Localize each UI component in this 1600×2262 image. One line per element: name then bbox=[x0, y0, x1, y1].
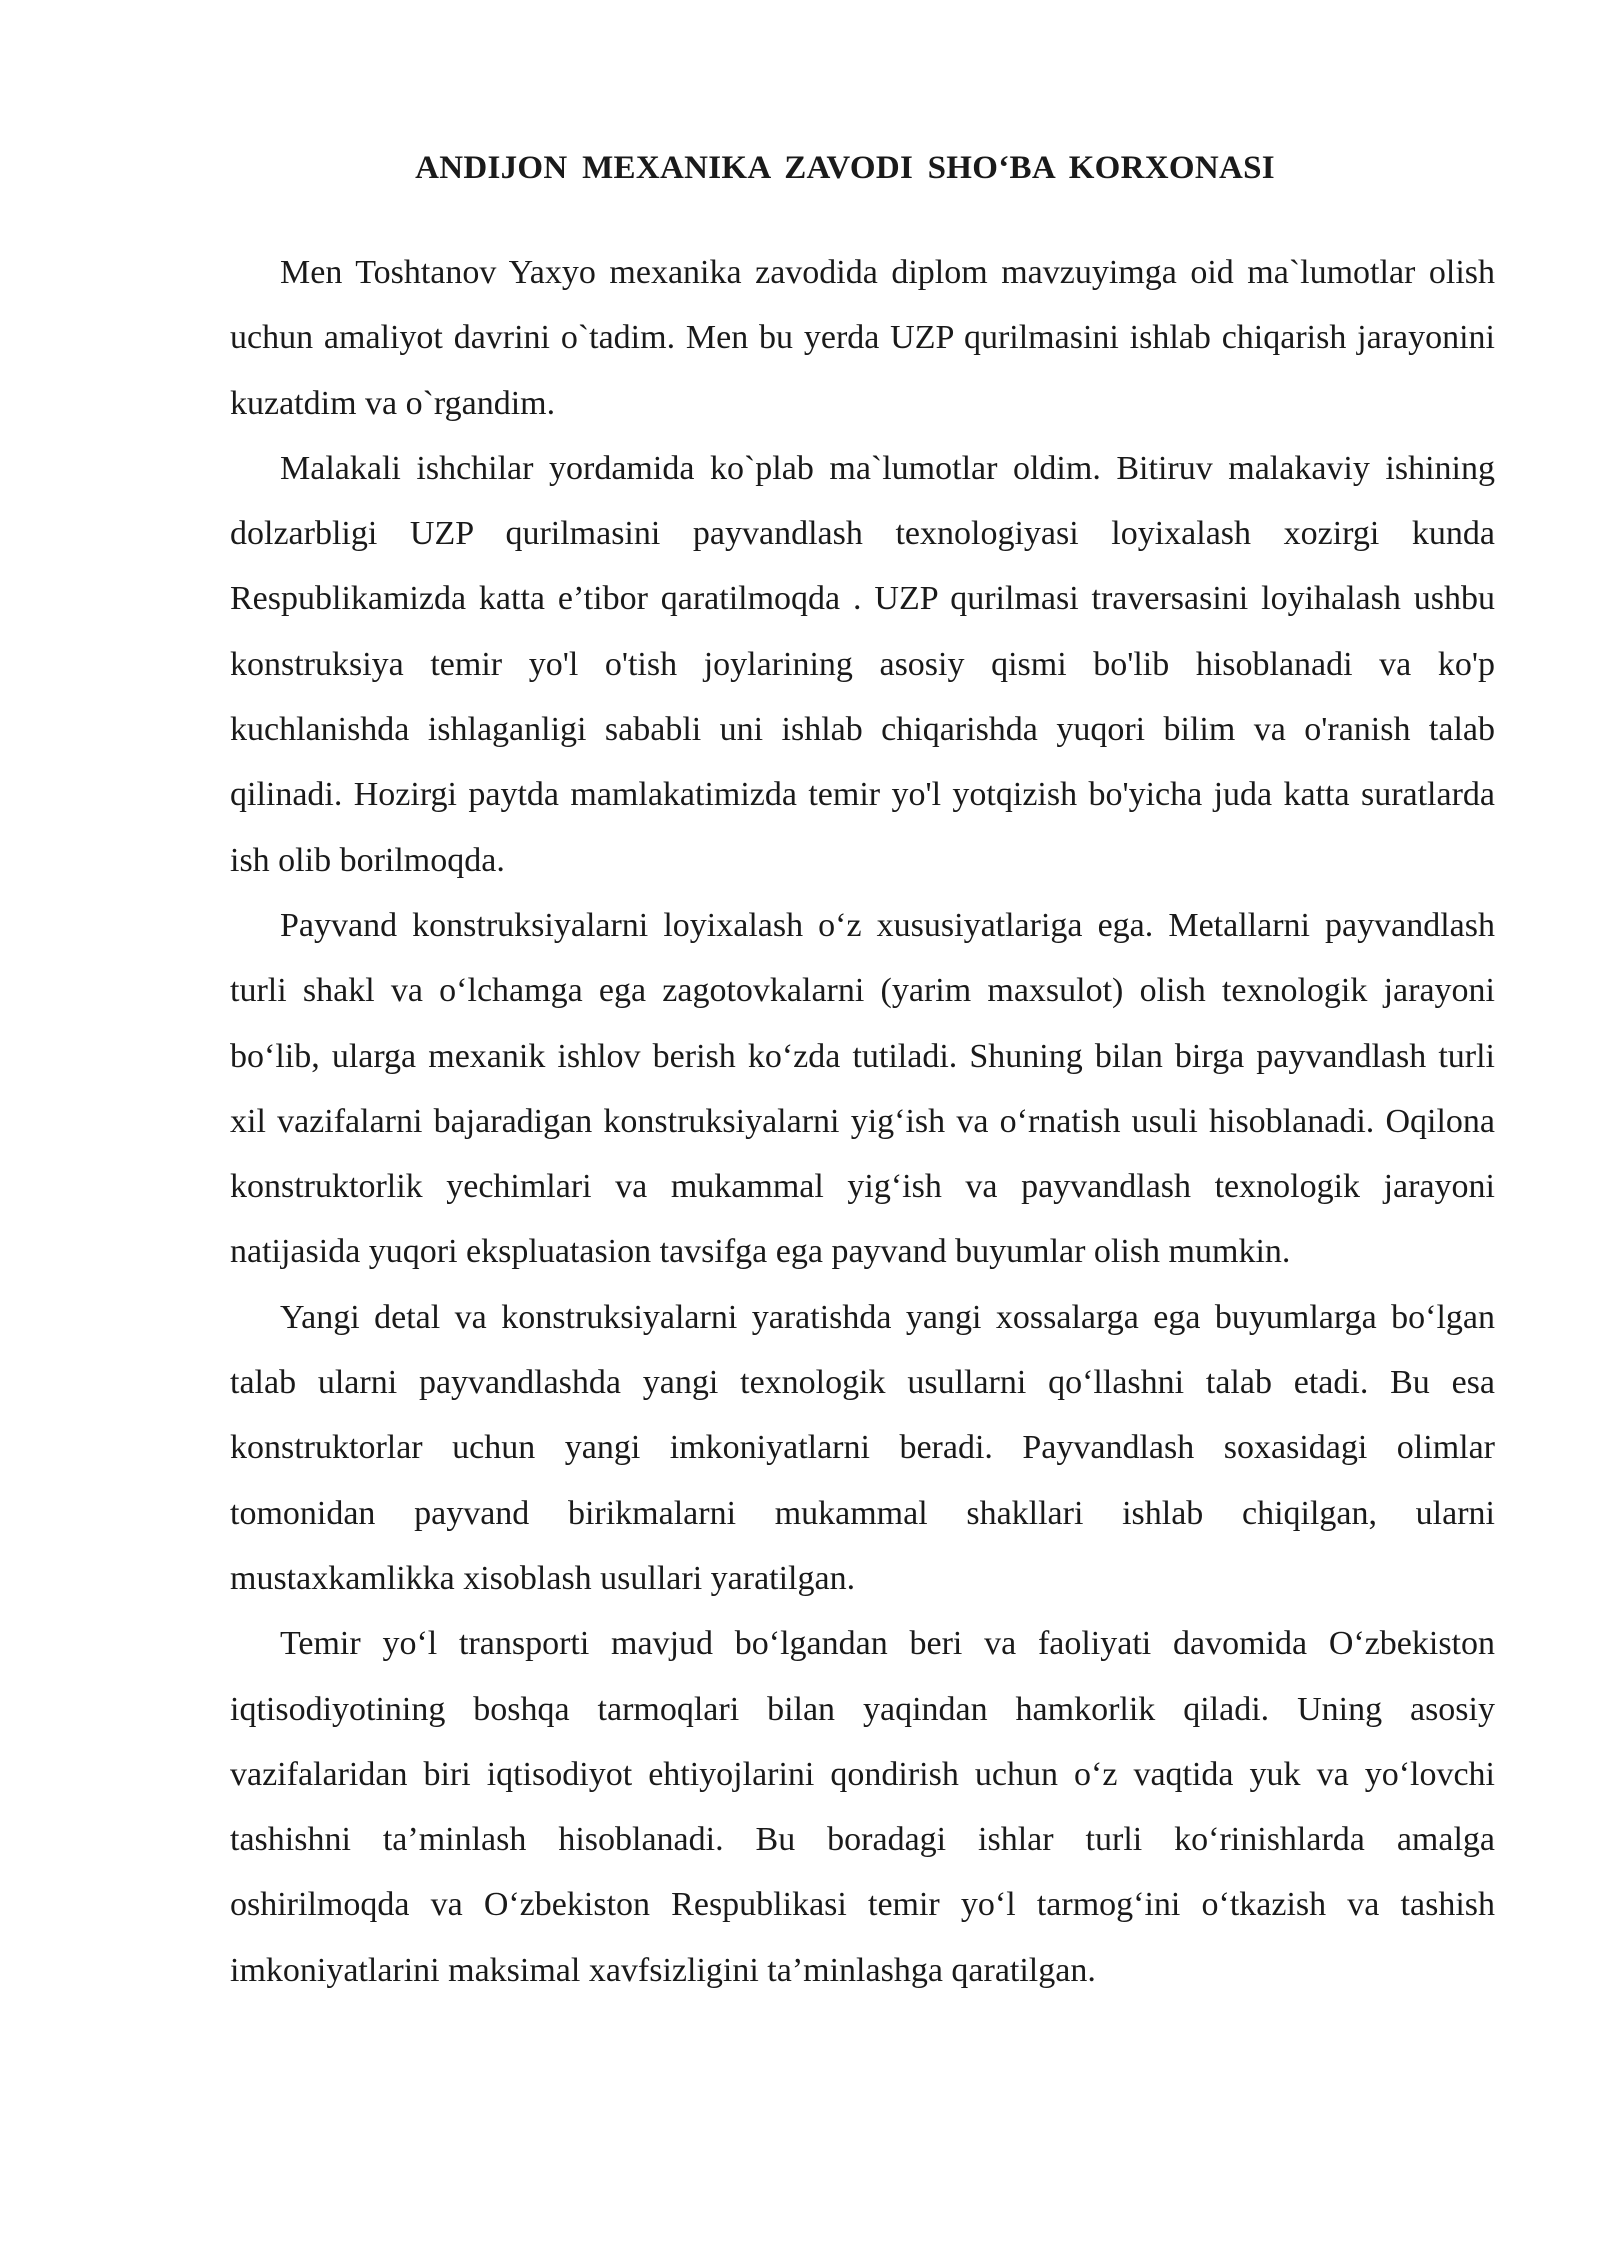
paragraph-5: Temir yo‘l transporti mavjud bo‘lgandan beri va faoliyati davomida O‘zbekiston iqtisodiyotining boshqa tarmoqlari bilan yaqindan hamkorlik qiladi. Uning asosiy vazifalaridan biri iqtisodiyot ehtiyojlarini qondirish uchun o‘z vaqtida yuk va yo‘lovchi tashishni ta’minlash hisoblanadi. Bu boradagi ishlar turli ko‘rinishlarda amalga oshirilmoqda va O‘zbekiston Respublikasi temir yo‘l tarmog‘ini o‘tkazish va tashish imkoniyatlarini maksimal xavfsizligini ta’minlashga qaratilgan. bbox=[230, 1625, 1495, 1989]
paragraph-1: Men Toshtanov Yaxyo mexanika zavodida diplom mavzuyimga oid ma`lumotlar olish uchun amaliyot davrini o`tadim. Men bu yerda UZP qurilmasini ishlab chiqarish jarayonini kuzatdim va o`rgandim. bbox=[230, 254, 1495, 422]
document-body bbox=[230, 240, 1495, 2003]
page-title: ANDIJON MEXANIKA ZAVODI SHO‘BA KORXONASI bbox=[415, 150, 1275, 186]
paragraph-4: Yangi detal va konstruksiyalarni yaratishda yangi xossalarga ega buyumlarga bo‘lgan talab ularni payvandlashda yangi texnologik usullarni qo‘llashni talab etadi. Bu esa konstruktorlar uchun yangi imkoniyatlarni beradi. Payvandlash soxasidagi olimlar tomonidan payvand birikmalarni mukammal shakllari ishlab chiqilgan, ularni mustaxkamlikka xisoblash usullari yaratilgan. bbox=[230, 1298, 1495, 1597]
paragraph-3: Payvand konstruksiyalarni loyixalash o‘z xususiyatlariga ega. Metallarni payvandlash turli shakl va o‘lchamga ega zagotovkalarni (yarim maxsulot) olish texnologik jarayoni bo‘lib, ularga mexanik ishlov berish ko‘zda tutiladi. Shuning bilan birga payvandlash turli xil vazifalarni bajaradigan konstruksiyalarni yig‘ish va o‘rnatish usuli hisoblanadi. Oqilona konstruktorlik yechimlari va mukammal yig‘ish va payvandlash texnologik jarayoni natijasida yuqori ekspluatasion tavsifga ega payvand buyumlar olish mumkin. bbox=[230, 906, 1495, 1271]
paragraph-2: Malakali ishchilar yordamida ko`plab ma`lumotlar oldim. Bitiruv malakaviy ishining dolzarbligi UZP qurilmasini payvandlash texnologiyasi loyixalash xozirgi kunda Respublikamizda katta e’tibor qaratilmoqda . UZP qurilmasi traversasini loyihalash ushbu konstruksiya temir yo'l o'tish joylarining asosiy qismi bo'lib hisoblanadi va ko'p kuchlanishda ishlaganligi sababli uni ishlab chiqarishda yuqori bilim va o'ranish talab qilinadi. Hozirgi paytda mamlakatimizda temir yo'l yotqizish bo'yicha juda katta suratlarda ish olib borilmoqda. bbox=[230, 449, 1495, 879]
